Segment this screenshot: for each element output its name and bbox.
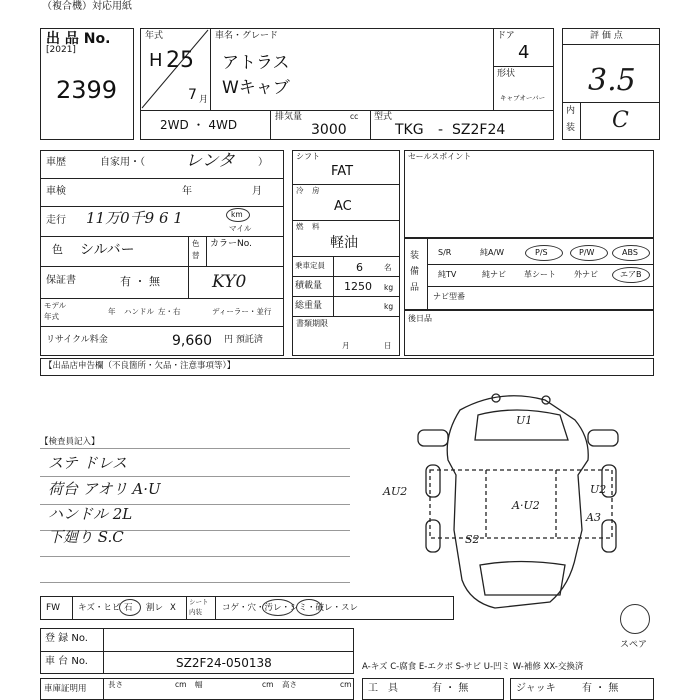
mark-au2: AU2 (383, 485, 408, 498)
spare-tire-icon (620, 604, 650, 634)
mileage-label: 走行 (46, 215, 66, 226)
gross-unit: kg (384, 302, 394, 311)
option-factory-nav: 純ナビ (482, 270, 506, 279)
inspector-note-2: 荷台 アオリ A·U (48, 480, 161, 498)
sheet-label-1: シート (189, 598, 209, 606)
fuel-label-1: 燃 (296, 222, 304, 231)
fw-crack: 割レ (146, 603, 164, 613)
mileage-unit-km: km (231, 210, 243, 219)
option-leather-seat: 革シート (524, 270, 556, 279)
dim-width-label: 幅 (195, 680, 203, 689)
dim-height-label: 高さ (282, 680, 297, 689)
history-label: 車歴 (46, 157, 66, 168)
load-label: 積載量 (295, 281, 323, 291)
chassis-number: SZ2F24-050138 (176, 656, 272, 670)
displacement-unit: cc (350, 112, 359, 121)
model-year-unit: 年 (108, 307, 116, 316)
color-no-label: カラーNo. (210, 239, 252, 249)
aircon-label-1: 冷 (296, 186, 304, 195)
equipment-label-3: 品 (410, 283, 420, 293)
interior-score: C (612, 108, 629, 133)
history-close: ） (258, 157, 268, 168)
inspection-month-unit: 月 (252, 186, 262, 197)
drive-type: 2WD ・ 4WD (160, 118, 238, 132)
dim-length-unit: cm (175, 680, 187, 689)
fuel-label-2: 料 (312, 222, 320, 231)
sheet-items: コゲ・穴・汚レ・シミ・破レ・スレ (222, 603, 359, 613)
capacity-label: 乗車定員 (295, 261, 325, 270)
gross-label: 総重量 (295, 301, 323, 311)
recycle-label: リサイクル料金 (46, 335, 108, 345)
option-aftermarket-nav: 外ナビ (574, 270, 598, 279)
color-label: 色 (52, 243, 63, 256)
dealer-report-label: 【出品店申告欄（不良箇所・欠品・注意事項等）】 (44, 361, 236, 371)
option-power-steering: P/S (535, 248, 548, 257)
mark-au2-bed: A·U2 (512, 499, 540, 512)
inspector-note-4: 下廻り S.C (48, 528, 124, 546)
docs-label: 書類期限 (296, 319, 328, 328)
damage-legend: A-キズ C-腐食 E-エクボ S-サビ U-凹ミ W-補修 XX-交換済 (362, 662, 584, 672)
year-tag: [2021] (46, 45, 76, 55)
shift-value: FAT (331, 164, 354, 179)
mark-u1: U1 (516, 414, 533, 427)
aircon-label-2: 房 (312, 186, 320, 195)
option-abs: ABS (622, 248, 638, 257)
mark-a3: A3 (586, 511, 601, 524)
post-installed-box (404, 310, 654, 356)
equipment-label-2: 備 (410, 267, 420, 277)
docs-day: 日 (384, 341, 392, 350)
model-dash: - (438, 122, 444, 138)
vehicle-name: アトラス (222, 53, 290, 73)
sheet-label-2: 内装 (189, 608, 202, 616)
color-no-value: KY0 (212, 272, 247, 292)
month-unit: 月 (199, 95, 209, 105)
load-unit: kg (384, 283, 394, 292)
inspection-year-unit: 年 (182, 186, 192, 197)
load-value: 1250 (344, 280, 372, 293)
post-installed-label: 後日品 (408, 314, 432, 323)
model-code: SZ2F24 (452, 122, 506, 138)
option-sunroof: S/R (438, 248, 452, 257)
equipment-label-1: 装 (410, 251, 420, 261)
tools-value: 有 ・ 無 (432, 683, 469, 694)
year-value: 25 (166, 48, 194, 73)
displacement-value: 3000 (311, 122, 347, 138)
fuel-value: 軽油 (330, 235, 358, 251)
inspector-notes-label: 【検査員記入】 (40, 437, 100, 447)
lot-label: 出 品 No. (46, 31, 111, 47)
dim-length-label: 長さ (108, 680, 123, 689)
history-options: 自家用・（ (100, 157, 145, 168)
dim-height-unit: cm (340, 680, 352, 689)
lot-number: 2399 (56, 76, 118, 104)
option-alloy-wheel: 純A/W (480, 248, 505, 257)
reg-no-label: 登 録 No. (45, 633, 88, 644)
shift-label: シフト (296, 152, 320, 161)
interior-label-2: 装 (566, 123, 576, 133)
mark-u2: U2 (590, 483, 607, 496)
month-value: 7 (188, 87, 197, 103)
sheet-spot-circle (296, 599, 322, 616)
history-value: レンタ (185, 151, 235, 171)
capacity-value: 6 (356, 261, 363, 274)
door-label: ドア (497, 31, 515, 41)
grade-label: 評 価 点 (590, 31, 623, 41)
fw-x: X (170, 603, 176, 613)
mileage-value: 11万0千9 6 1 (86, 209, 183, 227)
jack-value: 有 ・ 無 (582, 683, 619, 694)
mark-s2: S2 (465, 533, 480, 546)
name-grade-label: 車名・グレード (215, 31, 279, 41)
option-airbag: エアB (620, 270, 642, 279)
vehicle-grade: Wキャブ (222, 78, 290, 98)
era-label: 年式 (145, 31, 164, 41)
era-value: H (149, 50, 163, 71)
form-title: （複合機）対応用紙 (42, 1, 132, 12)
sales-point-box (404, 150, 654, 238)
dim-width-unit: cm (262, 680, 274, 689)
spare-label: スペア (620, 640, 648, 650)
dealer-type: ディーラー・並行 (212, 307, 272, 316)
warranty-value: 有 ・ 無 (120, 275, 160, 288)
interior-label-1: 内 (566, 106, 576, 116)
sales-point-label: セールスポイント (408, 152, 472, 161)
fw-stone: 石 (124, 603, 133, 613)
model-prefix: TKG (395, 122, 424, 138)
handle-value: 左・右 (158, 307, 181, 316)
option-tv: 純TV (438, 270, 457, 279)
model-year-label-2: 年式 (44, 312, 59, 321)
fw-scratch: キズ・ヒビ (78, 603, 121, 613)
docs-month: 月 (342, 341, 350, 350)
recycle-suffix: 円 預託済 (224, 335, 263, 345)
color-sub-label-1: 色 (192, 239, 200, 248)
mileage-unit-mile: マイル (229, 224, 252, 233)
chassis-label: 車 台 No. (45, 656, 88, 667)
handle-label: ハンドル (124, 307, 154, 316)
inspection-label: 車検 (46, 186, 66, 197)
capacity-unit: 名 (384, 263, 392, 272)
inspector-note-1: ステ ドレス (48, 454, 128, 472)
displacement-label: 排気量 (275, 112, 303, 122)
option-power-window: P/W (579, 248, 595, 257)
model-year-label-1: モデル (44, 301, 67, 310)
inspector-note-3: ハンドル 2L (48, 505, 133, 523)
model-label: 型式 (374, 112, 393, 122)
color-value: シルバー (80, 242, 135, 258)
door-count: 4 (518, 42, 530, 63)
color-sub-label-2: 替 (192, 251, 200, 260)
sheet-stain-circle (262, 599, 294, 616)
aircon-value: AC (334, 199, 352, 214)
fw-label: FW (46, 603, 61, 613)
grade-score: 3.5 (588, 63, 636, 98)
warranty-label: 保証書 (46, 275, 76, 286)
tools-label: 工 具 (368, 683, 398, 694)
nav-model-label: ナビ型番 (433, 292, 465, 301)
jack-label: ジャッキ (516, 683, 556, 694)
shape-value: キャブオーバー (500, 94, 546, 102)
shape-label: 形状 (497, 69, 516, 79)
garage-cert-label: 車庫証明用 (44, 684, 87, 694)
recycle-amount: 9,660 (172, 333, 213, 349)
